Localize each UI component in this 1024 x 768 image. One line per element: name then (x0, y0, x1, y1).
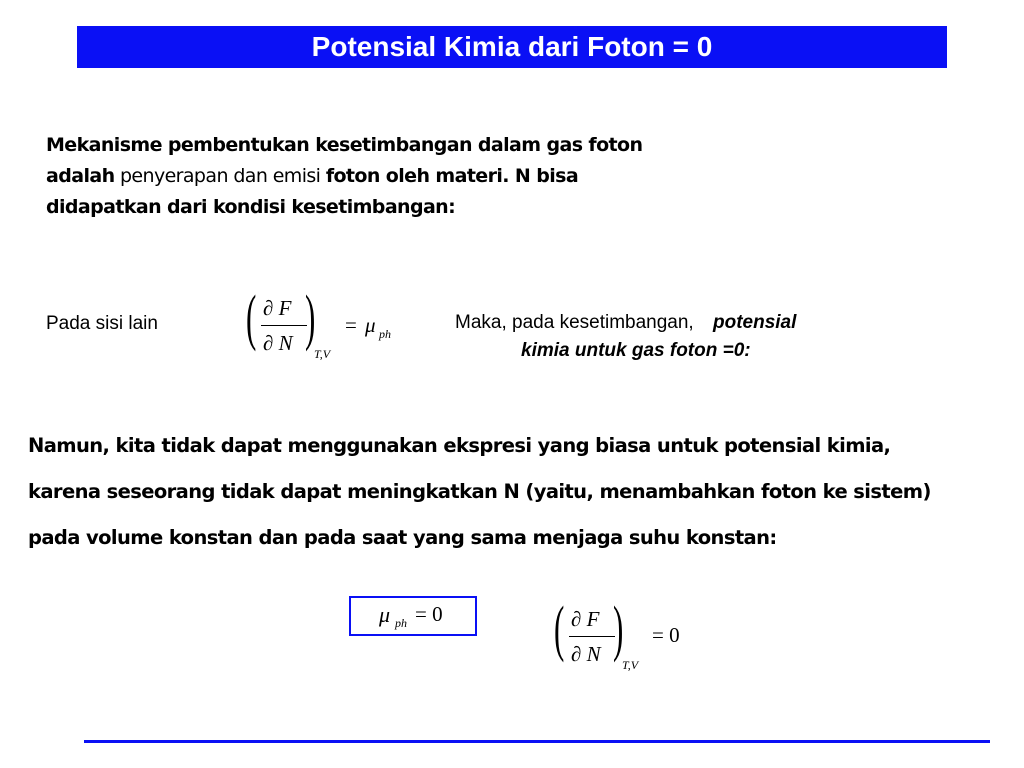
eq1-mu-subscript: ph (379, 327, 391, 341)
eq1-left-paren: ( (246, 284, 257, 352)
eq1-numerator: ∂ F (263, 296, 292, 320)
maka-line-2: kimia untuk gas foton =0: (521, 340, 751, 361)
intro-line-3: didapatkan dari kondisi kesetimbangan: (46, 196, 456, 218)
eq3-left-paren: ( (554, 595, 565, 663)
eq1-right-paren: ) (305, 284, 316, 352)
eq2-rhs: = 0 (415, 602, 443, 626)
eq1-equals: = (345, 313, 357, 337)
namun-line-2: karena seseorang tidak dapat meningkatkan N (yaitu, menambahkan foton ke sistem) (28, 480, 931, 503)
eq3-rhs: = 0 (652, 623, 680, 647)
eq3-fraction-line (569, 636, 615, 637)
intro-line-1: Mekanisme pembentukan kesetimbangan dalam gas foton (46, 134, 643, 156)
eq3-subscript: T,V (622, 658, 639, 672)
intro-line-2 (46, 161, 746, 192)
eq1-subscript: T,V (314, 347, 331, 361)
side-label: Pada sisi lain (46, 313, 158, 334)
eq1-fraction-line (261, 325, 307, 326)
maka-line-1b: potensial (713, 312, 797, 333)
eq1-mu: μ (365, 313, 376, 337)
intro-line-2b: penyerapan dan emisi (114, 165, 326, 187)
intro-paragraph (46, 130, 746, 223)
maka-text (455, 309, 875, 365)
eq1-denominator: ∂ N (263, 331, 293, 355)
eq3-numerator: ∂ F (571, 607, 600, 631)
namun-paragraph (28, 423, 1008, 561)
maka-line-1a: Maka, pada kesetimbangan, (455, 312, 694, 333)
boxed-equation (349, 596, 477, 636)
namun-line-3: pada volume konstan dan pada saat yang sama menjaga suhu konstan: (28, 526, 777, 549)
intro-line-2c: foton oleh materi. N bisa (325, 165, 579, 187)
eq3-denominator: ∂ N (571, 642, 601, 666)
eq2-mu: μ (379, 602, 391, 627)
title-bar (77, 26, 947, 68)
namun-line-1: Namun, kita tidak dapat menggunakan ekspresi yang biasa untuk potensial kimia, (28, 434, 891, 457)
eq2-subscript: ph (395, 616, 407, 630)
eq3-right-paren: ) (613, 595, 624, 663)
bottom-divider (84, 740, 990, 743)
intro-line-2a: adalah (46, 165, 115, 187)
page-title: Potensial Kimia dari Foton = 0 (311, 31, 713, 62)
